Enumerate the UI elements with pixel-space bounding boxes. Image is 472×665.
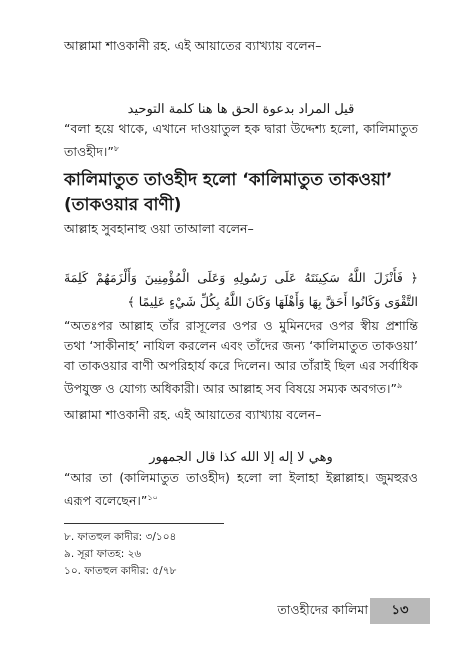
footnote-9: ৯. সূরা ফাতহ: ২৬ <box>64 548 142 560</box>
footnote-8: ৮. ফাতহুল কাদীর: ৩/১০৪ <box>64 531 177 543</box>
bengali-quote-2 <box>64 316 418 399</box>
footnote-ref-10: ১০ <box>147 493 158 502</box>
arabic-quote-2: وهي لا إله إلا الله كذا قال الجمهور <box>149 450 333 465</box>
footnote-ref-9: ৯ <box>396 381 403 390</box>
intro-shawkani-1: আল্লামা শাওকানী রহ. এই আয়াতের ব্যাখ্যায় বলেন– <box>64 38 322 53</box>
footnote-divider <box>64 523 224 524</box>
footnotes <box>64 529 418 580</box>
intro-shawkani-2: আল্লামা শাওকানী রহ. এই আয়াতের ব্যাখ্যায় বলেন– <box>64 407 322 422</box>
quran-verse: ﴿ فَأَنْزَلَ اللَّهُ سَكِينَتَهُ عَلَى رَسُولِهِ وَعَلَى الْمُؤْمِنِينَ وَأَلْزَمَهُمْ كَلِمَةَ التَّقْوَى وَكَانُوا أَحَقَّ بِهَا وَأَهْلَهَا وَكَانَ اللَّهُ بِكُلِّ شَيْءٍ عَلِيمًا ﴾ <box>64 269 418 309</box>
footnote-10: ১০. ফাতহুল কাদীর: ৫/৭৮ <box>64 565 177 577</box>
intro-allah-says: আল্লাহ সুবহানাহু ওয়া তাআলা বলেন– <box>64 221 254 236</box>
page-number: ১৩ <box>370 598 430 624</box>
footnote-ref-8: ৮ <box>113 144 120 153</box>
section-heading: কালিমাতুত তাওহীদ হলো ‘কালিমাতুত তাকওয়া’ (তাকওয়ার বাণী) <box>64 170 393 215</box>
bengali-quote-1 <box>64 119 418 162</box>
bengali-quote-1-text: “বলা হয়ে থাকে, এখানে দাওয়াতুল হক দ্বারা উদ্দেশ্য হলো, কালিমাতুত তাওহীদ।” <box>64 121 418 160</box>
arabic-quote-1: قيل المراد بدعوة الحق ها هنا كلمة التوحيد <box>127 102 355 117</box>
bengali-quote-2-text: “অতঃপর আল্লাহ তাঁর রাসূলের ওপর ও মুমিনদের ওপর স্বীয় প্রশান্তি তথা ‘সাকীনাহ’ নাযিল করলেন এবং তাঁদের জন্য ‘কালিমাতুত তাকওয়া’ বা তাকওয়ার বাণী অপরিহার্য করে দিলেন। আর তাঁরাই ছিল এর সর্বাধিক উপযুক্ত ও যোগ্য অধিকারী। আর আল্লাহ সব বিষয়ে সম্যক অবগত।” <box>64 318 418 397</box>
bengali-quote-3-text: “আর তা (কালিমাতুত তাওহীদ) হলো লা ইলাহা ইল্লাল্লাহ। জুমহুরও এরূপ বলেছেন।” <box>64 470 418 509</box>
running-footer-title: তাওহীদের কালিমা <box>277 602 368 617</box>
bengali-quote-3 <box>64 468 418 511</box>
